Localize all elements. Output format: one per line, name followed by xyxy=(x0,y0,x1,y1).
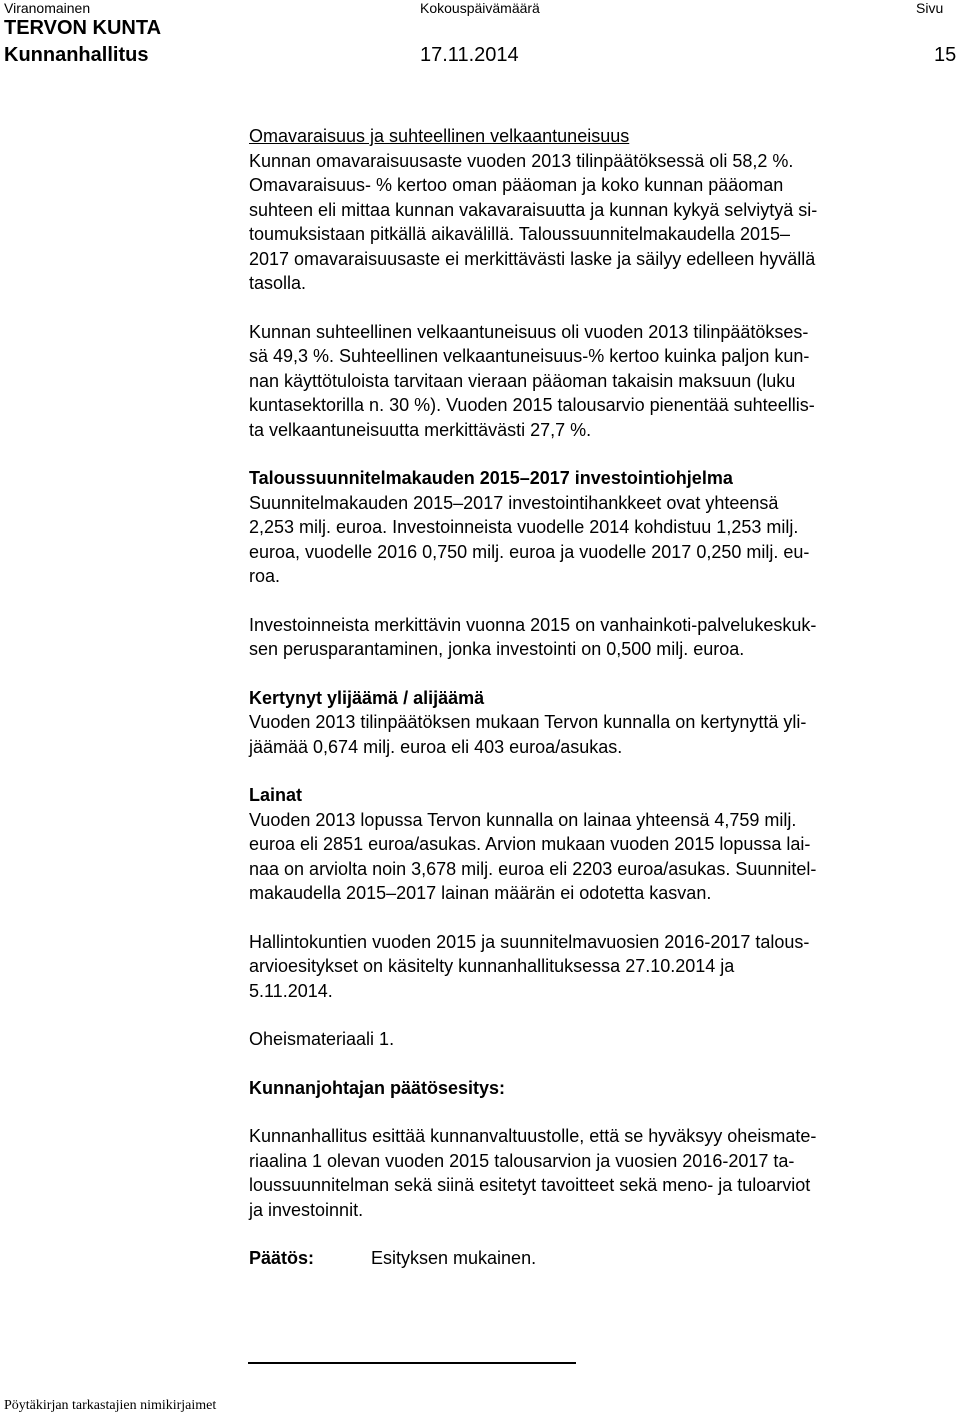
municipality-name: TERVON KUNTA xyxy=(4,17,162,39)
page-number: 15 xyxy=(934,44,957,66)
decision-text: Esityksen mukainen. xyxy=(371,1248,537,1268)
section-heading-equity: Omavaraisuus ja suhteellinen velkaantuneisuus xyxy=(249,126,630,146)
paragraph-line: Kunnan suhteellinen velkaantuneisuus oli vuoden 2013 tilinpäätökses- xyxy=(249,321,809,342)
paragraph-line: riaalina 1 olevan vuoden 2015 talousarvion ja vuosien 2016-2017 ta- xyxy=(249,1150,795,1171)
footer-initials-label: Pöytäkirjan tarkastajien nimikirjaimet xyxy=(4,1398,217,1413)
paragraph-line: euroa eli 2851 euroa/asukas. Arvion mukaan vuoden 2015 lopussa lai- xyxy=(249,834,811,854)
paragraph-line: Hallintokuntien vuoden 2015 ja suunnitelmavuosien 2016-2017 talous- xyxy=(249,931,810,952)
paragraph-line: Suunnitelmakauden 2015–2017 investointihankkeet ovat yhteensä xyxy=(249,492,779,513)
paragraph-line: ta velkaantuneisuutta merkittävästi 27,7 %. xyxy=(249,419,592,440)
document-body xyxy=(249,124,954,1271)
decision-row xyxy=(249,1246,954,1271)
paragraph-line: Vuoden 2013 tilinpäätöksen mukaan Tervon kunnalla on kertynyttä yli- xyxy=(249,712,807,732)
paragraph-line: Kunnan omavaraisuusaste vuoden 2013 tilinpäätöksessä oli 58,2 %. xyxy=(249,150,794,171)
meeting-date-label: Kokouspäivämäärä xyxy=(420,0,540,16)
paragraph-line: 5.11.2014. xyxy=(249,980,333,1001)
paragraph-line: euroa, vuodelle 2016 0,750 milj. euroa ja vuodelle 2017 0,250 milj. eu- xyxy=(249,541,810,562)
paragraph-line: roa. xyxy=(249,566,281,586)
paragraph-line: tasolla. xyxy=(249,273,307,293)
paragraph-line: makaudella 2015–2017 lainan määrän ei odotetta kasvan. xyxy=(249,883,712,903)
meeting-date: 17.11.2014 xyxy=(420,44,519,66)
paragraph-line: Vuoden 2013 lopussa Tervon kunnalla on lainaa yhteensä 4,759 milj. xyxy=(249,809,797,830)
section-heading-surplus: Kertynyt ylijäämä / alijäämä xyxy=(249,687,485,708)
signature-line xyxy=(248,1362,576,1364)
authority-label: Viranomainen xyxy=(4,0,91,16)
paragraph-line: 2,253 milj. euroa. Investoinneista vuodelle 2014 kohdistuu 1,253 milj. xyxy=(249,517,799,537)
paragraph-line: kuntasektorilla n. 30 %). Vuoden 2015 talousarvio pienentää suhteellis- xyxy=(249,395,815,415)
paragraph-line: 2017 omavaraisuusaste ei merkittävästi laske ja säilyy edelleen hyvällä xyxy=(249,248,816,269)
proposal-heading: Kunnanjohtajan päätösesitys: xyxy=(249,1077,506,1098)
body-name: Kunnanhallitus xyxy=(4,44,149,66)
page-label: Sivu xyxy=(916,0,944,16)
paragraph-line: loussuunnitelman sekä siinä esitetyt tavoitteet sekä meno- ja tuloarviot xyxy=(249,1175,811,1195)
paragraph-line: ja investoinnit. xyxy=(249,1199,364,1220)
paragraph-line: sä 49,3 %. Suhteellinen velkaantuneisuus-% kertoo kuinka paljon kun- xyxy=(249,346,810,366)
section-heading-loans: Lainat xyxy=(249,785,303,805)
paragraph-line: jäämää 0,674 milj. euroa eli 403 euroa/asukas. xyxy=(249,736,623,757)
attachment-note: Oheismateriaali 1. xyxy=(249,1029,395,1049)
paragraph-line: nan käyttötuloista tarvitaan vieraan pääoman takaisin maksuun (luku xyxy=(249,370,796,391)
paragraph-line: suhteen eli mittaa kunnan vakavaraisuutta ja kunnan kykyä selviytyä si- xyxy=(249,199,818,220)
paragraph-line: Kunnanhallitus esittää kunnanvaltuustolle, että se hyväksyy oheismate- xyxy=(249,1126,817,1146)
paragraph-line: naa on arviolta noin 3,678 milj. euroa eli 2203 euroa/asukas. Suunnitel- xyxy=(249,858,817,879)
section-heading-investments: Taloussuunnitelmakauden 2015–2017 investointiohjelma xyxy=(249,468,733,488)
decision-label: Päätös: xyxy=(249,1248,315,1268)
paragraph-line: sen perusparantaminen, jonka investointi on 0,500 milj. euroa. xyxy=(249,639,745,659)
paragraph-line: Omavaraisuus- % kertoo oman pääoman ja koko kunnan pääoman xyxy=(249,175,784,195)
paragraph-line: arvioesitykset on käsitelty kunnanhallituksessa 27.10.2014 ja xyxy=(249,956,735,976)
paragraph-line: Investoinneista merkittävin vuonna 2015 on vanhainkoti-palvelukeskuk- xyxy=(249,614,817,635)
paragraph-line: toumuksistaan pitkällä aikavälillä. Taloussuunnitelmakaudella 2015– xyxy=(249,224,791,244)
